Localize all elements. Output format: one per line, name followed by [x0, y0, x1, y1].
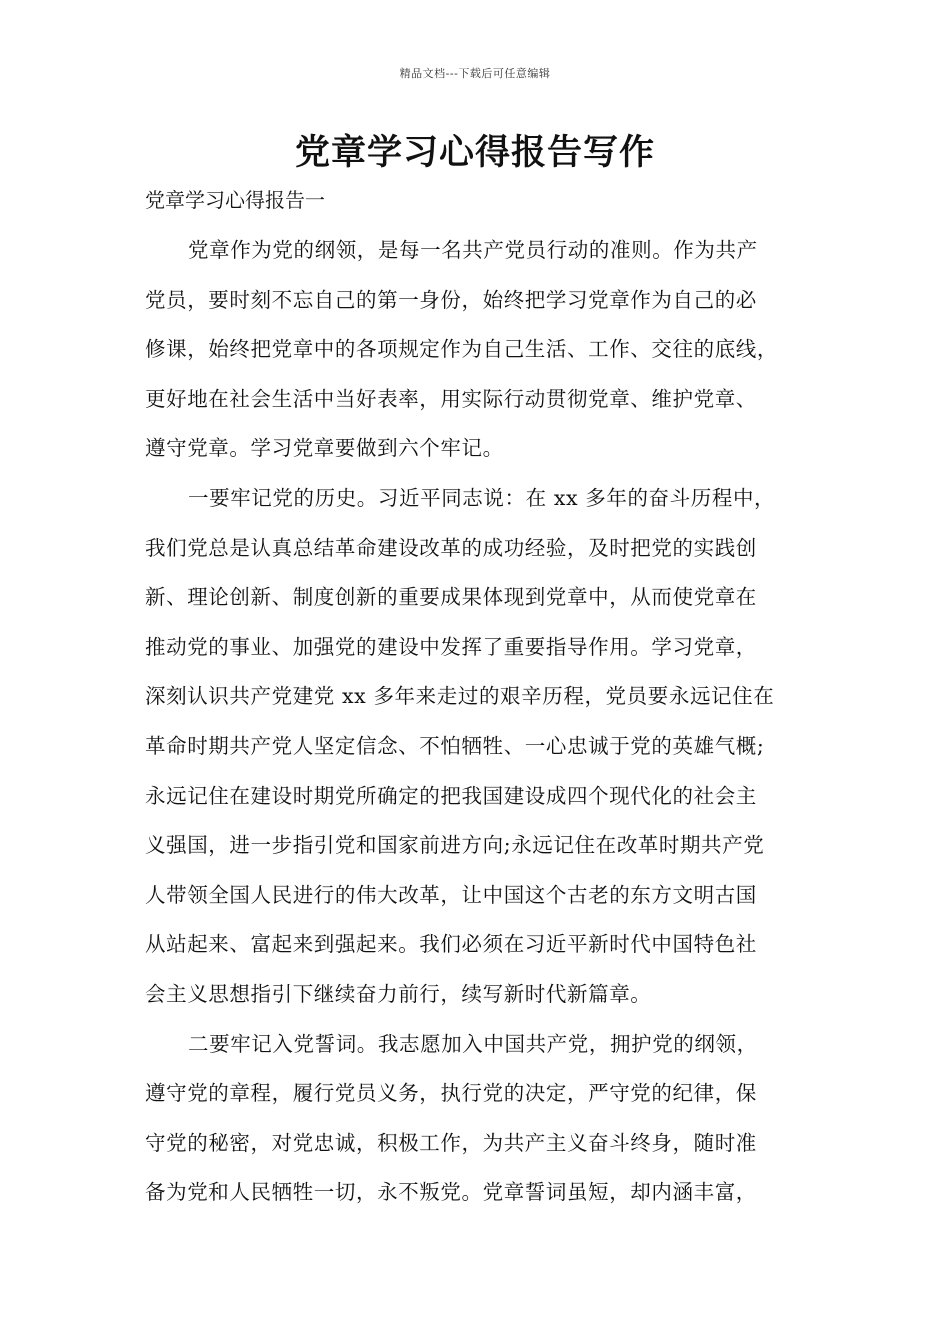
section-subtitle: 党章学习心得报告一	[145, 188, 325, 212]
text-line: 会主义思想指引下继续奋力前行，续写新时代新篇章。	[145, 981, 652, 1006]
text-line: 修课，始终把党章中的各项规定作为自己生活、工作、交往的底线，	[145, 337, 778, 362]
text-line: 永远记住在建设时期党所确定的把我国建设成四个现代化的社会主	[145, 783, 757, 808]
text-line: 备为党和人民牺牲一切，永不叛党。党章誓词虽短，却内涵丰富，	[145, 1180, 757, 1205]
text-line: 二要牢记入党誓词。我志愿加入中国共产党，拥护党的纲领，	[188, 1031, 758, 1056]
text-line: 深刻认识共产党建党 xx 多年来走过的艰辛历程，党员要永远记住在	[145, 684, 775, 709]
text-line: 党员，要时刻不忘自己的第一身份，始终把学习党章作为自己的必	[145, 287, 757, 312]
body-text	[145, 226, 815, 1218]
text-line: 遵守党的章程，履行党员义务，执行党的决定，严守党的纪律，保	[145, 1081, 757, 1106]
text-line: 守党的秘密，对党忠诚，积极工作，为共产主义奋斗终身，随时准	[145, 1130, 757, 1155]
header-note: 精品文档---下载后可任意编辑	[399, 67, 551, 80]
document-title: 党章学习心得报告写作	[294, 133, 655, 173]
text-line: 人带领全国人民进行的伟大改革，让中国这个古老的东方文明古国	[145, 882, 757, 907]
text-line: 新、理论创新、制度创新的重要成果体现到党章中，从而使党章在	[145, 585, 757, 610]
text-line: 党章作为党的纲领，是每一名共产党员行动的准则。作为共产	[188, 238, 758, 262]
text-line: 更好地在社会生活中当好表率，用实际行动贯彻党章、维护党章、	[145, 386, 757, 411]
text-line: 一要牢记党的历史。习近平同志说：在 xx 多年的奋斗历程中，	[188, 485, 776, 510]
text-line: 革命时期共产党人坚定信念、不怕牺牲、一心忠诚于党的英雄气概;	[145, 733, 765, 758]
text-line: 推动党的事业、加强党的建设中发挥了重要指导作用。学习党章，	[145, 634, 757, 659]
text-line: 义强国，进一步指引党和国家前进方向;永远记住在改革时期共产党	[145, 833, 765, 858]
text-line: 从站起来、富起来到强起来。我们必须在习近平新时代中国特色社	[145, 932, 757, 957]
text-line: 遵守党章。学习党章要做到六个牢记。	[145, 436, 504, 461]
text-line: 我们党总是认真总结革命建设改革的成功经验，及时把党的实践创	[145, 535, 757, 560]
